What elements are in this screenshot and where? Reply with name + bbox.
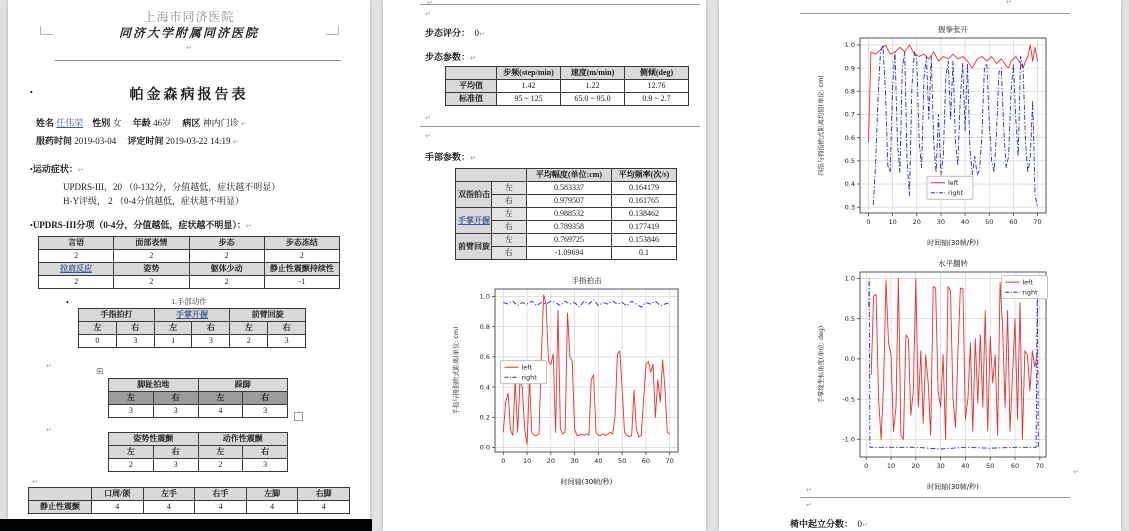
hand-actions-caption: 1.手部动作 bbox=[171, 297, 207, 306]
table-cell: 前臂回旋 bbox=[230, 309, 306, 322]
table-cell: 左 bbox=[79, 322, 117, 335]
svg-text:60: 60 bbox=[641, 457, 651, 465]
med-time: 2019-03-04 bbox=[74, 136, 117, 146]
table-cell: 双指拍击 bbox=[456, 182, 492, 208]
svg-text:right: right bbox=[947, 189, 964, 198]
updrs-score-line: UPDRS-III，20 （0-132分，分值越低，症状越不明显） bbox=[63, 182, 281, 192]
table-cell: 右 bbox=[192, 322, 230, 335]
table-cell: 2 bbox=[114, 250, 189, 263]
paragraph-mark: ↵ bbox=[427, 0, 433, 7]
table-cell: 1.22 bbox=[561, 80, 625, 93]
table-cell: 4 bbox=[298, 501, 350, 514]
svg-text:时间轴(30帧/秒): 时间轴(30帧/秒) bbox=[927, 239, 979, 247]
table-cell: 0.177419 bbox=[612, 221, 677, 234]
table-cell: 左脚 bbox=[246, 488, 298, 501]
hand-params-label: 手部参数：↵ bbox=[425, 152, 476, 162]
svg-text:手指拍击: 手指拍击 bbox=[571, 276, 602, 285]
bottom-black-bar bbox=[0, 519, 372, 531]
svg-text:60: 60 bbox=[1009, 218, 1018, 226]
paragraph-mark: ↵ bbox=[1073, 468, 1079, 476]
svg-text:0.5: 0.5 bbox=[844, 314, 855, 323]
table-cell: 左 bbox=[109, 392, 154, 405]
svg-text:40: 40 bbox=[960, 218, 970, 226]
svg-text:时间轴(30帧/秒): 时间轴(30帧/秒) bbox=[927, 483, 979, 491]
svg-text:20: 20 bbox=[546, 457, 555, 465]
svg-text:10: 10 bbox=[886, 462, 896, 470]
page-3[interactable] bbox=[719, 0, 1121, 531]
svg-text:40: 40 bbox=[961, 462, 970, 470]
svg-text:50: 50 bbox=[985, 218, 994, 226]
updrs-subitems-heading: •UPDRS-III分项（0-4分，分值越低，症状越不明显）：↵ bbox=[30, 220, 252, 230]
gait-params-label: 步态参数：↵ bbox=[425, 52, 476, 62]
table-cell: 0.789358 bbox=[527, 221, 612, 234]
svg-text:70: 70 bbox=[1035, 462, 1044, 470]
svg-text:70: 70 bbox=[1033, 218, 1042, 226]
table-cell: 右手 bbox=[195, 488, 247, 501]
postural-tremor-table[interactable] bbox=[108, 432, 288, 472]
svg-text:right: right bbox=[1022, 288, 1038, 297]
table-cell: 2 bbox=[264, 250, 339, 263]
table-cell: 1 bbox=[154, 335, 192, 348]
table-cell: 2 bbox=[39, 250, 114, 263]
svg-text:0: 0 bbox=[864, 462, 869, 470]
table-cell: 2 bbox=[230, 335, 268, 348]
table-cell: 3 bbox=[153, 459, 198, 472]
margin-crop-mark-left bbox=[40, 26, 53, 35]
table-cell: 姿势性震颤 bbox=[109, 433, 199, 446]
assess-time: 2019-03-22 14:19 bbox=[165, 136, 231, 146]
hy-score-line: H-Y评级， 2 （0-4分值越低，症状越不明显） bbox=[63, 196, 244, 206]
table-cell: 0.153846 bbox=[612, 234, 677, 247]
gait-score-label: 步态评分： bbox=[425, 28, 471, 38]
section-divider bbox=[800, 13, 1070, 14]
table-cell: 4 bbox=[92, 501, 144, 514]
svg-text:0.9: 0.9 bbox=[844, 64, 855, 73]
svg-text:0.6: 0.6 bbox=[844, 133, 855, 142]
hand-params-table[interactable] bbox=[455, 168, 677, 260]
page-1[interactable] bbox=[8, 0, 370, 531]
svg-text:0.2: 0.2 bbox=[479, 413, 490, 422]
paragraph-mark: ↵ bbox=[46, 362, 52, 370]
table-cell: 2 bbox=[198, 459, 243, 472]
table-cell: 0.161765 bbox=[612, 195, 677, 208]
table-cell: 步态 bbox=[189, 237, 264, 250]
gait-score-value: 0 bbox=[474, 28, 480, 38]
updrs-subitems-table[interactable] bbox=[38, 236, 340, 289]
table-cell: 左 bbox=[491, 208, 527, 221]
svg-text:30: 30 bbox=[936, 218, 946, 226]
table-cell: 1.42 bbox=[497, 80, 561, 93]
table-cell: 左 bbox=[230, 322, 268, 335]
svg-text:1.0: 1.0 bbox=[844, 274, 855, 283]
svg-text:20: 20 bbox=[911, 462, 920, 470]
table-cell: 右 bbox=[491, 247, 527, 260]
paragraph-mark: ↵ bbox=[425, 10, 431, 18]
table-cell: 右 bbox=[153, 392, 198, 405]
table-cell: 0.583337 bbox=[527, 182, 612, 195]
svg-text:right: right bbox=[521, 373, 537, 382]
table-cell: 右 bbox=[153, 446, 198, 459]
table-cell: 2 bbox=[39, 276, 114, 289]
rest-tremor-table[interactable] bbox=[28, 487, 350, 514]
paragraph-mark: ↵ bbox=[425, 114, 431, 122]
table-cell: 右 bbox=[243, 392, 288, 405]
table-cell: 0.1 bbox=[612, 247, 677, 260]
med-time-label: 服药时间 bbox=[36, 136, 73, 146]
hand-caption-bullet: • bbox=[66, 298, 69, 307]
table-cell: 跺脚 bbox=[198, 379, 288, 392]
table-cell: 4 bbox=[198, 405, 243, 418]
table-cell: 脚趾拍地 bbox=[109, 379, 199, 392]
table-cell: 言语 bbox=[39, 237, 114, 250]
table-cell: 0.769725 bbox=[527, 234, 612, 247]
table-cell: 3 bbox=[109, 405, 154, 418]
table-cell bbox=[456, 169, 527, 182]
patient-info-line1[interactable]: 姓名 任伟荣 性别 女 年龄 46岁 病区 神内门诊 ↵ bbox=[36, 118, 247, 128]
paragraph-mark: ↵ bbox=[32, 478, 38, 486]
svg-text:手指与拇指欧式距离(单位: cm): 手指与拇指欧式距离(单位: cm) bbox=[453, 326, 460, 415]
table-cell: 步态冻结 bbox=[264, 237, 339, 250]
svg-text:0.3: 0.3 bbox=[844, 203, 855, 212]
svg-text:0: 0 bbox=[501, 457, 506, 465]
foot-actions-table[interactable] bbox=[108, 378, 288, 418]
table-cell: 动作性震颤 bbox=[198, 433, 288, 446]
assess-time-label: 评定时间 bbox=[127, 136, 164, 146]
svg-text:40: 40 bbox=[594, 457, 603, 465]
paragraph-mark: ↵ bbox=[806, 501, 812, 509]
table-cell: 面部表情 bbox=[114, 237, 189, 250]
table-cell: 标准值 bbox=[446, 93, 497, 106]
ward-label: 病区 bbox=[182, 118, 201, 128]
title-bullet: • bbox=[30, 88, 33, 97]
table-cell: 0.988532 bbox=[527, 208, 612, 221]
svg-text:0.0: 0.0 bbox=[479, 443, 490, 452]
page-2[interactable] bbox=[383, 0, 706, 531]
report-title: 帕金森病报告表 bbox=[129, 88, 249, 103]
table-cell: 静止性震颤持续性 bbox=[264, 263, 339, 276]
sit-stand-label: 椅中起立分数： bbox=[790, 519, 854, 529]
table-cell: 3 bbox=[153, 405, 198, 418]
table-cell: 左手 bbox=[143, 488, 195, 501]
svg-text:-1.0: -1.0 bbox=[842, 435, 855, 444]
table-cell: 12.76 bbox=[625, 80, 689, 93]
table-cell: 平均值 bbox=[446, 80, 497, 93]
svg-text:水平翻转: 水平翻转 bbox=[938, 259, 968, 268]
name-label: 姓名 bbox=[36, 118, 55, 128]
paragraph-mark: ↵ bbox=[1006, 0, 1012, 6]
svg-text:1.0: 1.0 bbox=[479, 292, 490, 301]
table-cell: 右脚 bbox=[298, 488, 350, 501]
patient-age: 46岁 bbox=[153, 118, 172, 128]
table-cell: 0.138462 bbox=[612, 208, 677, 221]
table-cell: 速度(m/min) bbox=[561, 67, 625, 80]
table-cell: 0 bbox=[79, 335, 117, 348]
grip-open-chart[interactable] bbox=[814, 21, 1059, 256]
table-cell: 左 bbox=[491, 182, 527, 195]
table-cell: 手掌开握 bbox=[175, 310, 208, 319]
table-cell: 3 bbox=[243, 459, 288, 472]
table-cell: 3 bbox=[268, 335, 306, 348]
svg-text:0.5: 0.5 bbox=[844, 157, 855, 166]
table-cell: 2 bbox=[109, 459, 154, 472]
table-cell: 左 bbox=[154, 322, 192, 335]
table-cell: 2 bbox=[189, 250, 264, 263]
svg-text:0.8: 0.8 bbox=[479, 322, 490, 331]
svg-text:0.7: 0.7 bbox=[844, 110, 855, 119]
table-cell: 前臂回旋 bbox=[456, 234, 492, 260]
patient-name: 任伟荣 bbox=[56, 118, 84, 128]
section-divider bbox=[800, 497, 1070, 498]
svg-text:50: 50 bbox=[618, 457, 627, 465]
table-cell: 右 bbox=[243, 446, 288, 459]
paragraph-mark: ↵ bbox=[46, 426, 52, 434]
svg-text:手掌绕坐标角度(单位: deg): 手掌绕坐标角度(单位: deg) bbox=[818, 325, 825, 404]
patient-info-line2[interactable]: 服药时间 2019-03-04 评定时间 2019-03-22 14:19 ↵ bbox=[36, 136, 239, 146]
table-cell: 2 bbox=[189, 276, 264, 289]
paragraph-mark: ↵ bbox=[806, 486, 812, 494]
margin-crop-mark-right bbox=[326, 26, 339, 35]
selection-handle[interactable] bbox=[294, 412, 303, 421]
svg-text:60: 60 bbox=[1010, 462, 1020, 470]
finger-tap-chart[interactable] bbox=[449, 272, 691, 495]
svg-text:left: left bbox=[947, 179, 959, 188]
table-move-handle-icon[interactable]: ⊞ bbox=[96, 367, 104, 377]
table-cell: 95 ~ 125 bbox=[497, 93, 561, 106]
gender-label: 性别 bbox=[92, 118, 111, 128]
svg-text:0.0: 0.0 bbox=[844, 355, 855, 364]
table-cell: 3 bbox=[116, 335, 154, 348]
svg-text:left: left bbox=[521, 363, 533, 372]
table-cell: 躯体少动 bbox=[189, 263, 264, 276]
table-cell: 4 bbox=[246, 501, 298, 514]
section-divider bbox=[420, 4, 700, 5]
svg-text:left: left bbox=[1022, 278, 1033, 287]
age-label: 年龄 bbox=[132, 118, 151, 128]
svg-text:四指与拇指欧式距离均值(单位: cm): 四指与拇指欧式距离均值(单位: cm) bbox=[818, 75, 825, 176]
table-cell: 静止性震颤 bbox=[29, 501, 92, 514]
table-cell: 3 bbox=[192, 335, 230, 348]
paragraph-mark: ↵ bbox=[186, 44, 192, 52]
table-cell bbox=[446, 67, 497, 80]
table-cell: 拉肩反应 bbox=[60, 264, 93, 273]
table-cell: 0.9 ~ 2.7 bbox=[625, 93, 689, 106]
table-cell: 平均频率(次/s) bbox=[612, 169, 677, 182]
table-cell: 右 bbox=[491, 221, 527, 234]
table-cell: 右 bbox=[116, 322, 154, 335]
section-divider bbox=[420, 126, 700, 127]
motor-section-heading: •运动症状：↵ bbox=[30, 164, 84, 174]
table-cell: -1 bbox=[264, 276, 339, 289]
table-cell: 平均幅度(单位:cm) bbox=[527, 169, 612, 182]
gait-params-table[interactable] bbox=[445, 66, 689, 106]
table-cell: 4 bbox=[195, 501, 247, 514]
svg-text:0.4: 0.4 bbox=[844, 180, 855, 189]
table-cell bbox=[29, 488, 92, 501]
hand-actions-table[interactable] bbox=[78, 308, 306, 348]
table-cell: 3 bbox=[243, 405, 288, 418]
svg-text:时间轴(30帧/秒): 时间轴(30帧/秒) bbox=[560, 478, 613, 486]
svg-text:1.0: 1.0 bbox=[844, 41, 855, 50]
table-cell: 4 bbox=[143, 501, 195, 514]
svg-text:0: 0 bbox=[866, 218, 871, 226]
table-cell: 手指拍打 bbox=[79, 309, 155, 322]
svg-text:0.4: 0.4 bbox=[479, 383, 490, 392]
table-cell: 0.979507 bbox=[527, 195, 612, 208]
svg-text:20: 20 bbox=[912, 218, 921, 226]
svg-text:70: 70 bbox=[665, 457, 674, 465]
horizontal-flip-chart[interactable] bbox=[814, 255, 1059, 500]
table-cell: 姿势 bbox=[114, 263, 189, 276]
table-cell: 65.0 ~ 95.0 bbox=[561, 93, 625, 106]
letterhead-line1: 上海市同济医院 bbox=[143, 10, 235, 24]
table-cell: 右 bbox=[491, 195, 527, 208]
table-cell: 左 bbox=[109, 446, 154, 459]
letterhead-line2: 同济大学附属同济医院 bbox=[118, 26, 259, 40]
table-cell: 侧倾(deg) bbox=[625, 67, 689, 80]
svg-text:0.8: 0.8 bbox=[844, 87, 855, 96]
table-cell: 左 bbox=[198, 446, 243, 459]
sit-stand-score-line[interactable]: 椅中起立分数： 0↵ bbox=[790, 519, 868, 529]
letterhead-rule bbox=[55, 60, 341, 61]
table-cell: 右 bbox=[268, 322, 306, 335]
patient-ward: 神内门诊 bbox=[202, 118, 239, 128]
table-cell: 口周/颌 bbox=[92, 488, 144, 501]
table-cell: 0.164179 bbox=[612, 182, 677, 195]
svg-text:握拳张开: 握拳张开 bbox=[938, 25, 968, 34]
svg-text:0.6: 0.6 bbox=[479, 353, 490, 362]
table-cell: 左 bbox=[491, 234, 527, 247]
svg-text:10: 10 bbox=[522, 457, 532, 465]
paragraph-mark: ↵ bbox=[425, 132, 431, 140]
svg-text:30: 30 bbox=[936, 462, 945, 470]
table-cell: 2 bbox=[114, 276, 189, 289]
table-cell: -1.09694 bbox=[527, 247, 612, 260]
table-cell: 手掌开握 bbox=[458, 215, 490, 225]
svg-text:30: 30 bbox=[570, 457, 579, 465]
table-cell: 左 bbox=[198, 392, 243, 405]
table-cell: 步频(step/min) bbox=[497, 67, 561, 80]
svg-text:10: 10 bbox=[888, 218, 897, 226]
sit-stand-value: 0 bbox=[857, 519, 863, 529]
svg-text:-0.5: -0.5 bbox=[842, 395, 855, 404]
gait-score-line[interactable]: 步态评分： 0↵ bbox=[425, 28, 485, 38]
svg-text:50: 50 bbox=[986, 462, 995, 470]
patient-gender: 女 bbox=[112, 118, 122, 128]
